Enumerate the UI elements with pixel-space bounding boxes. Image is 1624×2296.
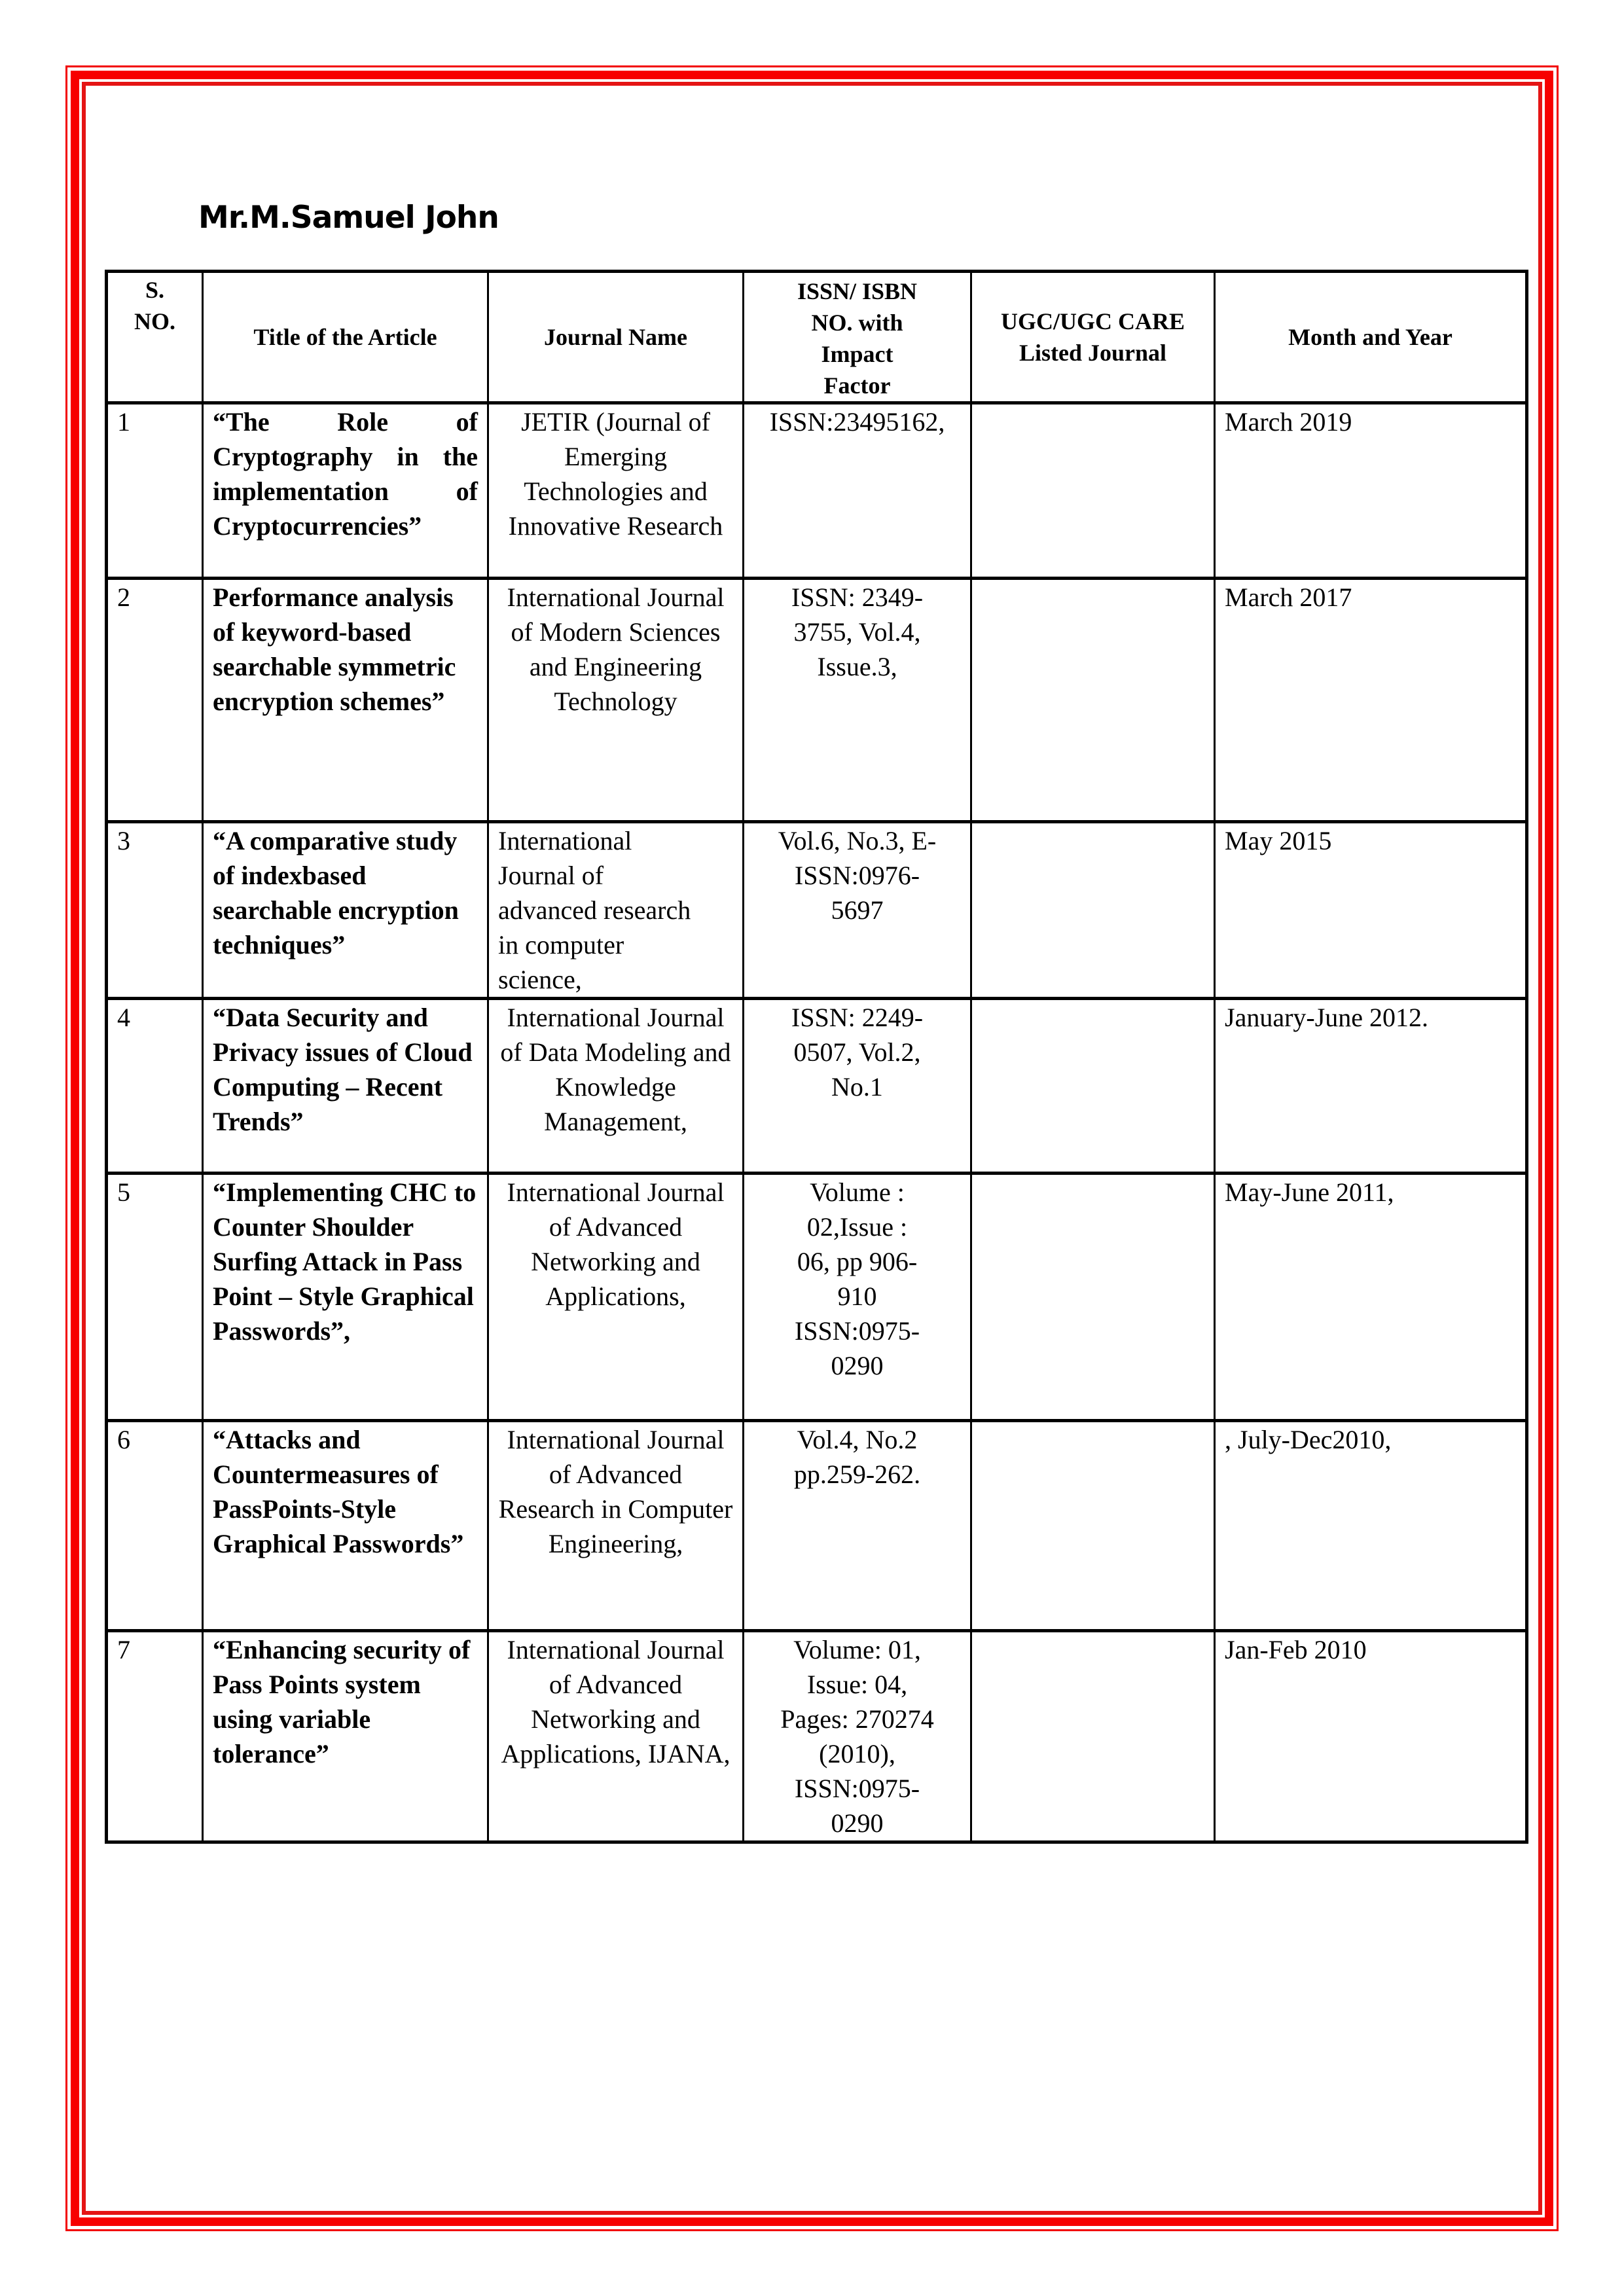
- cell-date: May-June 2011,: [1215, 1174, 1527, 1421]
- cell-issn: ISSN: 2249- 0507, Vol.2, No.1: [744, 999, 971, 1174]
- cell-date: March 2019: [1215, 403, 1527, 579]
- cell-sno: 1: [107, 403, 203, 579]
- cell-ugc: [971, 1421, 1215, 1631]
- table-row: [107, 1421, 1527, 1631]
- cell-date: , July-Dec2010,: [1215, 1421, 1527, 1631]
- cell-date: May 2015: [1215, 822, 1527, 999]
- cell-date: January-June 2012.: [1215, 999, 1527, 1174]
- cell-issn: ISSN:23495162,: [744, 403, 971, 579]
- header-date: Month and Year: [1215, 272, 1527, 403]
- cell-ugc: [971, 579, 1215, 822]
- header-sno: S. NO.: [107, 272, 203, 403]
- cell-journal: International Journal of advanced research in computer science,: [488, 822, 744, 999]
- cell-ugc: [971, 1174, 1215, 1421]
- cell-issn: Volume: 01, Issue: 04, Pages: 270274 (2010), ISSN:0975- 0290: [744, 1631, 971, 1842]
- cell-ugc: [971, 822, 1215, 999]
- cell-sno: 5: [107, 1174, 203, 1421]
- cell-sno: 4: [107, 999, 203, 1174]
- table-row: [107, 1174, 1527, 1421]
- header-issn: ISSN/ ISBN NO. with Impact Factor: [744, 272, 971, 403]
- cell-sno: 6: [107, 1421, 203, 1631]
- cell-journal: International Journal of Advanced Research in Computer Engineering,: [488, 1421, 744, 1631]
- cell-issn: Vol.4, No.2 pp.259-262.: [744, 1421, 971, 1631]
- table-row: [107, 999, 1527, 1174]
- cell-journal: JETIR (Journal of Emerging Technologies and Innovative Research: [488, 403, 744, 579]
- cell-journal: International Journal of Advanced Networking and Applications, IJANA,: [488, 1631, 744, 1842]
- cell-journal: International Journal of Data Modeling and Knowledge Management,: [488, 999, 744, 1174]
- cell-ugc: [971, 1631, 1215, 1842]
- cell-title: “Enhancing security of Pass Points system using variable tolerance”: [203, 1631, 488, 1842]
- cell-issn: Vol.6, No.3, E- ISSN:0976- 5697: [744, 822, 971, 999]
- cell-issn: Volume : 02,Issue : 06, pp 906- 910 ISSN:0975- 0290: [744, 1174, 971, 1421]
- cell-title: “Attacks and Countermeasures of PassPoints-Style Graphical Passwords”: [203, 1421, 488, 1631]
- cell-ugc: [971, 403, 1215, 579]
- cell-title: “Implementing CHC to Counter Shoulder Surfing Attack in Pass Point – Style Graphical Passwords”,: [203, 1174, 488, 1421]
- cell-ugc: [971, 999, 1215, 1174]
- cell-title: Performance analysis of keyword-based searchable symmetric encryption schemes”: [203, 579, 488, 822]
- cell-title: “A comparative study of indexbased searchable encryption techniques”: [203, 822, 488, 999]
- cell-sno: 3: [107, 822, 203, 999]
- header-journal: Journal Name: [488, 272, 744, 403]
- table-row: [107, 403, 1527, 579]
- cell-date: March 2017: [1215, 579, 1527, 822]
- table-row: [107, 579, 1527, 822]
- table-row: [107, 822, 1527, 999]
- cell-title: “The Role of Cryptography in the implementation of Cryptocurrencies”: [203, 403, 488, 579]
- cell-journal: International Journal of Modern Sciences and Engineering Technology: [488, 579, 744, 822]
- cell-title: “Data Security and Privacy issues of Cloud Computing – Recent Trends”: [203, 999, 488, 1174]
- cell-issn: ISSN: 2349- 3755, Vol.4, Issue.3,: [744, 579, 971, 822]
- person-name-heading: Mr.M.Samuel John: [198, 200, 499, 236]
- header-ugc: UGC/UGC CARE Listed Journal: [971, 272, 1215, 403]
- header-title: Title of the Article: [203, 272, 488, 403]
- cell-sno: 7: [107, 1631, 203, 1842]
- publications-table: [105, 270, 1528, 1844]
- cell-journal: International Journal of Advanced Networking and Applications,: [488, 1174, 744, 1421]
- table-header-row: [107, 272, 1527, 403]
- cell-date: Jan-Feb 2010: [1215, 1631, 1527, 1842]
- cell-sno: 2: [107, 579, 203, 822]
- table-row: [107, 1631, 1527, 1842]
